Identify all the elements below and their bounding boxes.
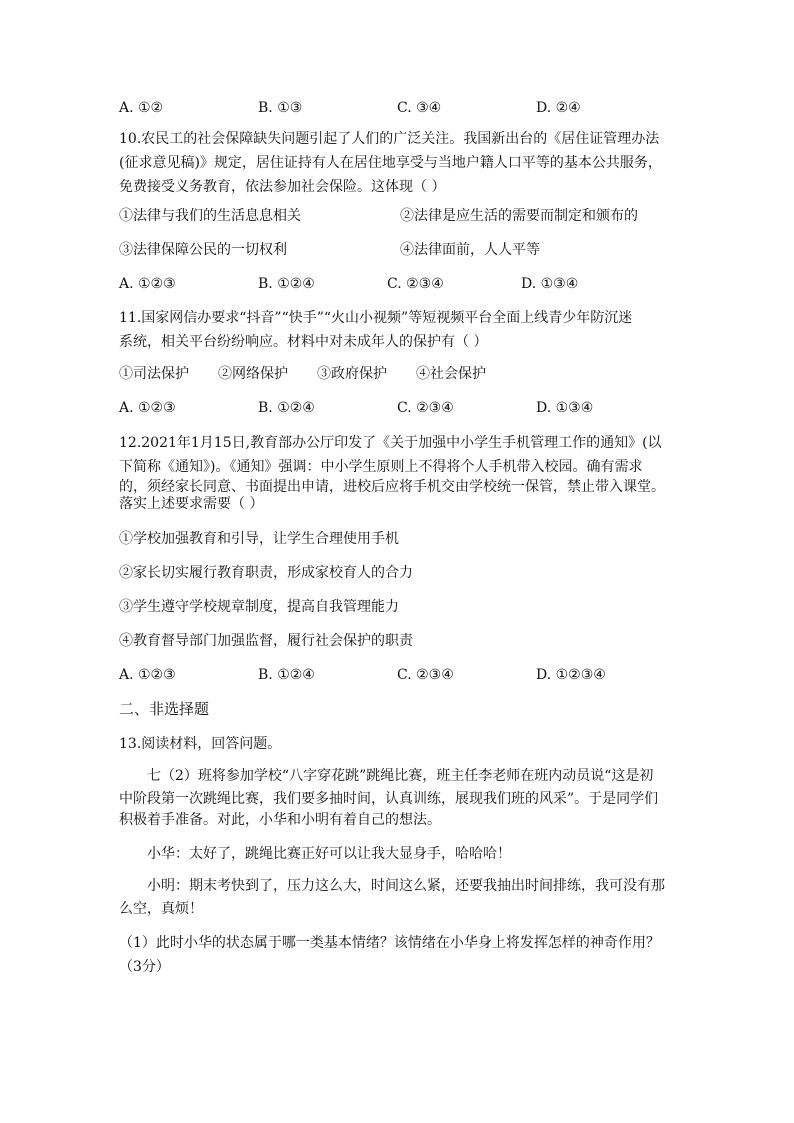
q9-options — [119, 95, 679, 121]
option-d: D. ②④ — [536, 100, 581, 116]
q12-statement-4: ④教育督导部门加强监督，履行社会保护的职责 — [119, 633, 413, 649]
q12-statement-2: ②家长切实履行教育职责，形成家校育人的合力 — [119, 565, 413, 581]
option-d: D. ①②③④ — [536, 667, 606, 683]
statement-3: ③政府保护 — [317, 366, 387, 382]
q11-stem-line-2: 系统，相关平台纷纷响应。材料中对未成年人的保护有（ ） — [119, 334, 488, 350]
q10-options — [119, 271, 679, 297]
q13-sub1-line-2: （3分） — [119, 959, 170, 975]
option-b: B. ①③ — [258, 100, 303, 116]
q13-para-line-3: 积极着手准备。对此，小华和小明有着自己的想法。 — [119, 812, 441, 828]
option-d: D. ①③④ — [536, 400, 594, 416]
q13-sub1-line-1: （1）此时小华的状态属于哪一类基本情绪？该情绪在小华身上将发挥怎样的神奇作用？ — [119, 935, 660, 951]
q11-options — [119, 395, 679, 421]
q13-title: 13.阅读材料，回答问题。 — [119, 736, 282, 752]
option-a: A. ①②③ — [119, 400, 176, 416]
option-a: A. ①② — [119, 100, 164, 116]
statement-1: ①法律与我们的生活息息相关 — [119, 208, 301, 224]
statement-1: ①司法保护 — [119, 366, 189, 382]
q12-stem-line-3: 的，须经家长同意、书面提出申请，进校后应将手机交由学校统一保管，禁止带入课堂。 — [119, 479, 665, 495]
statement-2: ②法律是应生活的需要而制定和颁布的 — [400, 208, 638, 224]
option-d: D. ①③④ — [521, 276, 579, 292]
option-c: C. ③④ — [397, 100, 442, 116]
q10-stem-line-2: (征求意见稿)》规定，居住证持有人在居住地享受与当地户籍人口平等的基本公共服务， — [119, 155, 662, 171]
statement-2: ②网络保护 — [218, 366, 288, 382]
option-a: A. ①②③ — [119, 667, 176, 683]
option-a: A. ①②③ — [119, 276, 176, 292]
q13-xiaohua: 小华：太好了，跳绳比赛正好可以让我大显身手，哈哈哈！ — [147, 846, 511, 862]
statement-3: ③法律保障公民的一切权利 — [119, 242, 287, 258]
q13-xiaoming-line-1: 小明：期末考快到了，压力这么大，时间这么紧，还要我抽出时间排练，我可没有那 — [147, 878, 665, 894]
option-b: B. ①②④ — [258, 400, 315, 416]
option-c: C. ②③④ — [397, 667, 454, 683]
q12-stem-line-4: 落实上述要求需要（ ） — [119, 496, 264, 512]
q12-statement-3: ③学生遵守学校规章制度，提高自我管理能力 — [119, 599, 399, 615]
q12-options — [119, 662, 679, 688]
q10-stem-line-3: 免费接受义务教育，依法参加社会保险。这体现（ ） — [119, 179, 446, 195]
option-c: C. ②③④ — [387, 276, 444, 292]
statement-4: ④法律面前，人人平等 — [400, 242, 540, 258]
q13-para-line-2: 中阶段第一次跳绳比赛，我们要多抽时间，认真训练，展现我们班的风采”。于是同学们 — [119, 791, 659, 807]
option-c: C. ②③④ — [397, 400, 454, 416]
q10-stem-line-1: 10.农民工的社会保障缺失问题引起了人们的广泛关注。我国新出台的《居住证管理办法 — [119, 131, 660, 147]
statement-4: ④社会保护 — [416, 366, 486, 382]
q11-stem-line-1: 11.国家网信办要求“抖音”“快手”“火山小视频”等短视频平台全面上线青少年防沉迷 — [119, 310, 633, 326]
q13-para-line-1: 七（2）班将参加学校“八字穿花跳”跳绳比赛，班主任李老师在班内动员说“这是初 — [147, 768, 654, 784]
q12-stem-line-2: 下简称《通知》)。《通知》强调：中小学生原则上不得将个人手机带入校园。确有需求 — [119, 459, 643, 475]
option-b: B. ①②④ — [258, 276, 315, 292]
q12-stem-line-1: 12.2021年1月15日,教育部办公厅印发了《关于加强中小学生手机管理工作的通知》(以 — [119, 435, 662, 451]
q13-xiaoming-line-2: 么空，真烦！ — [119, 901, 203, 917]
option-b: B. ①②④ — [258, 667, 315, 683]
section-title: 二、非选择题 — [119, 700, 210, 718]
q10-statements-row-2 — [119, 237, 679, 263]
q12-statement-1: ①学校加强教育和引导，让学生合理使用手机 — [119, 531, 399, 547]
q10-statements-row-1 — [119, 203, 679, 229]
